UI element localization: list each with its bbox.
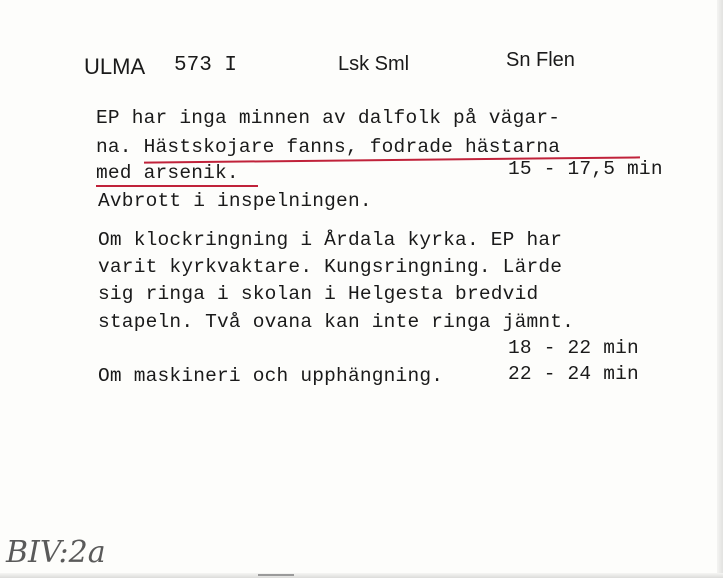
section1-line-3: med arsenik.	[96, 162, 239, 184]
section1-time: 15 - 17,5 min	[508, 158, 663, 180]
section2-time: 18 - 22 min	[508, 337, 639, 359]
section3-time: 22 - 24 min	[508, 363, 639, 385]
interruption-note: Avbrott i inspelningen.	[98, 190, 372, 212]
archive-number: 573 I	[174, 54, 238, 77]
card-bottom-edge	[0, 573, 723, 578]
section2-line-2: varit kyrkvaktare. Kungsringning. Lärde	[98, 256, 563, 278]
handwritten-classification: BIV:2a	[6, 535, 106, 570]
section2-line-3: sig ringa i skolan i Helgesta bredvid	[98, 283, 539, 305]
archive-code: ULMA	[84, 54, 146, 79]
section3-text: Om maskineri och upphängning.	[98, 365, 444, 387]
section2-line-1: Om klockringning i Årdala kyrka. EP har	[98, 229, 563, 251]
socken-field: Sn Flen	[506, 49, 575, 71]
section2-line-4: stapeln. Två ovana kan inte ringa jämnt.	[98, 311, 575, 333]
section1-line-2: na. Hästskojare fanns, fodrade hästarna	[96, 136, 561, 158]
card-right-edge	[717, 0, 723, 578]
scan-mark	[258, 574, 294, 576]
section1-line-1: EP har inga minnen av dalfolk på vägar-	[96, 107, 561, 129]
landskap-field: Lsk Sml	[338, 53, 410, 75]
highlight-underline-2	[96, 185, 258, 187]
